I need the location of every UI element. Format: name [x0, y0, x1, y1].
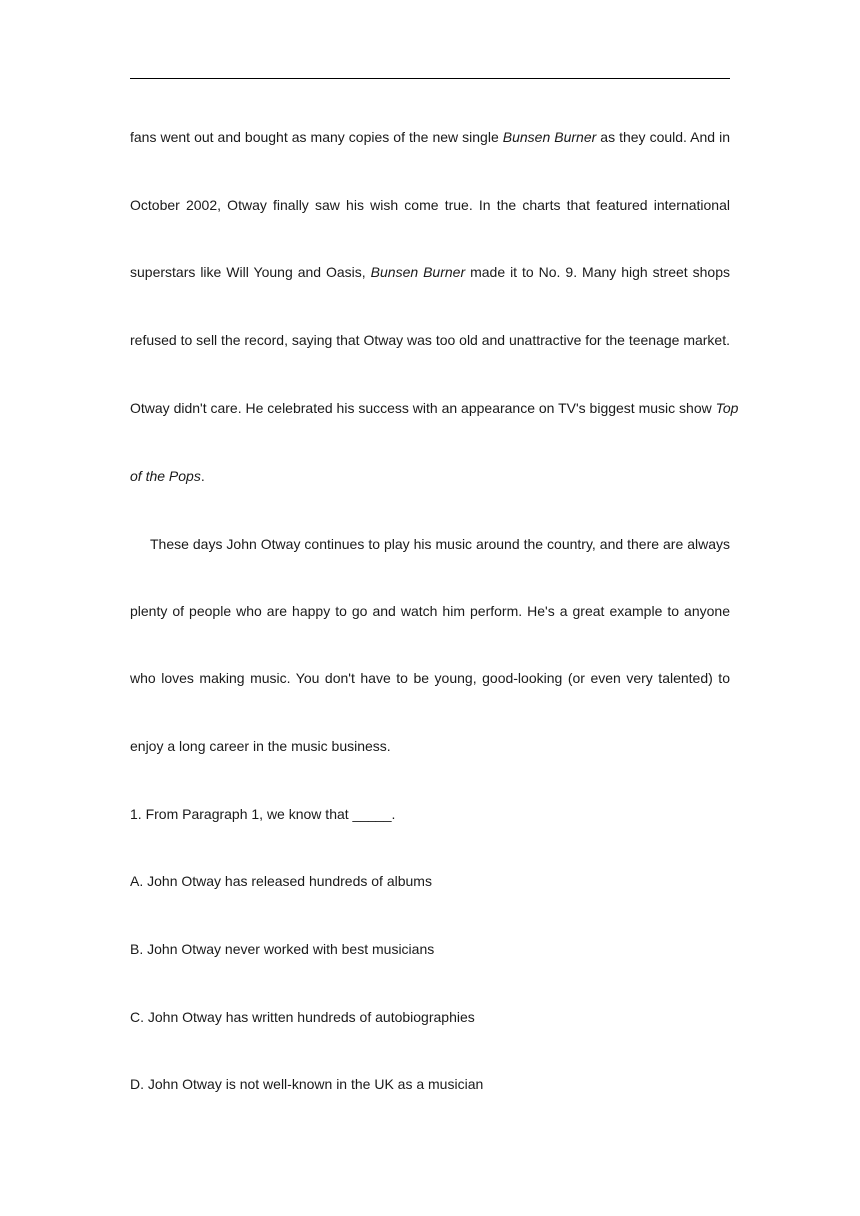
passage-line-10: enjoy a long career in the music business.: [130, 738, 391, 754]
song-title: Bunsen Burner: [370, 264, 466, 280]
passage-line-8: plenty of people who are happy to go and watch him perform. He's a great example to anyone: [130, 603, 730, 619]
passage-line-2: October 2002, Otway finally saw his wish come true. In the charts that featured international: [130, 197, 730, 213]
text-span: made it to No. 9. Many high street shops: [465, 264, 730, 280]
passage-line-7: These days John Otway continues to play his music around the country, and there are always: [150, 536, 730, 552]
header-rule: [130, 78, 730, 79]
text-span: as they could. And in: [596, 129, 730, 145]
show-title: of the Pops: [130, 468, 201, 484]
passage-line-5: [130, 399, 739, 417]
option-b: B. John Otway never worked with best musicians: [130, 941, 435, 957]
passage-line-6: [130, 467, 730, 485]
option-a: A. John Otway has released hundreds of albums: [130, 873, 432, 889]
song-title: Bunsen Burner: [502, 129, 597, 145]
passage-line-4: refused to sell the record, saying that Otway was too old and unattractive for the teenage market.: [130, 332, 730, 348]
passage-line-9: who loves making music. You don't have to be young, good-looking (or even very talented) to: [130, 670, 730, 686]
text-span: superstars like Will Young and Oasis,: [130, 264, 371, 280]
option-d: D. John Otway is not well-known in the UK as a musician: [130, 1076, 484, 1092]
show-title: Top: [715, 400, 739, 416]
passage-line-3: [130, 263, 730, 281]
text-span: Otway didn't care. He celebrated his success with an appearance on TV's biggest music show: [130, 400, 716, 416]
text-span: .: [200, 468, 205, 484]
text-span: fans went out and bought as many copies of the new single: [130, 129, 503, 145]
passage-line-1: [130, 128, 730, 146]
option-c: C. John Otway has written hundreds of autobiographies: [130, 1009, 475, 1025]
question-stem: 1. From Paragraph 1, we know that _____.: [130, 806, 396, 822]
